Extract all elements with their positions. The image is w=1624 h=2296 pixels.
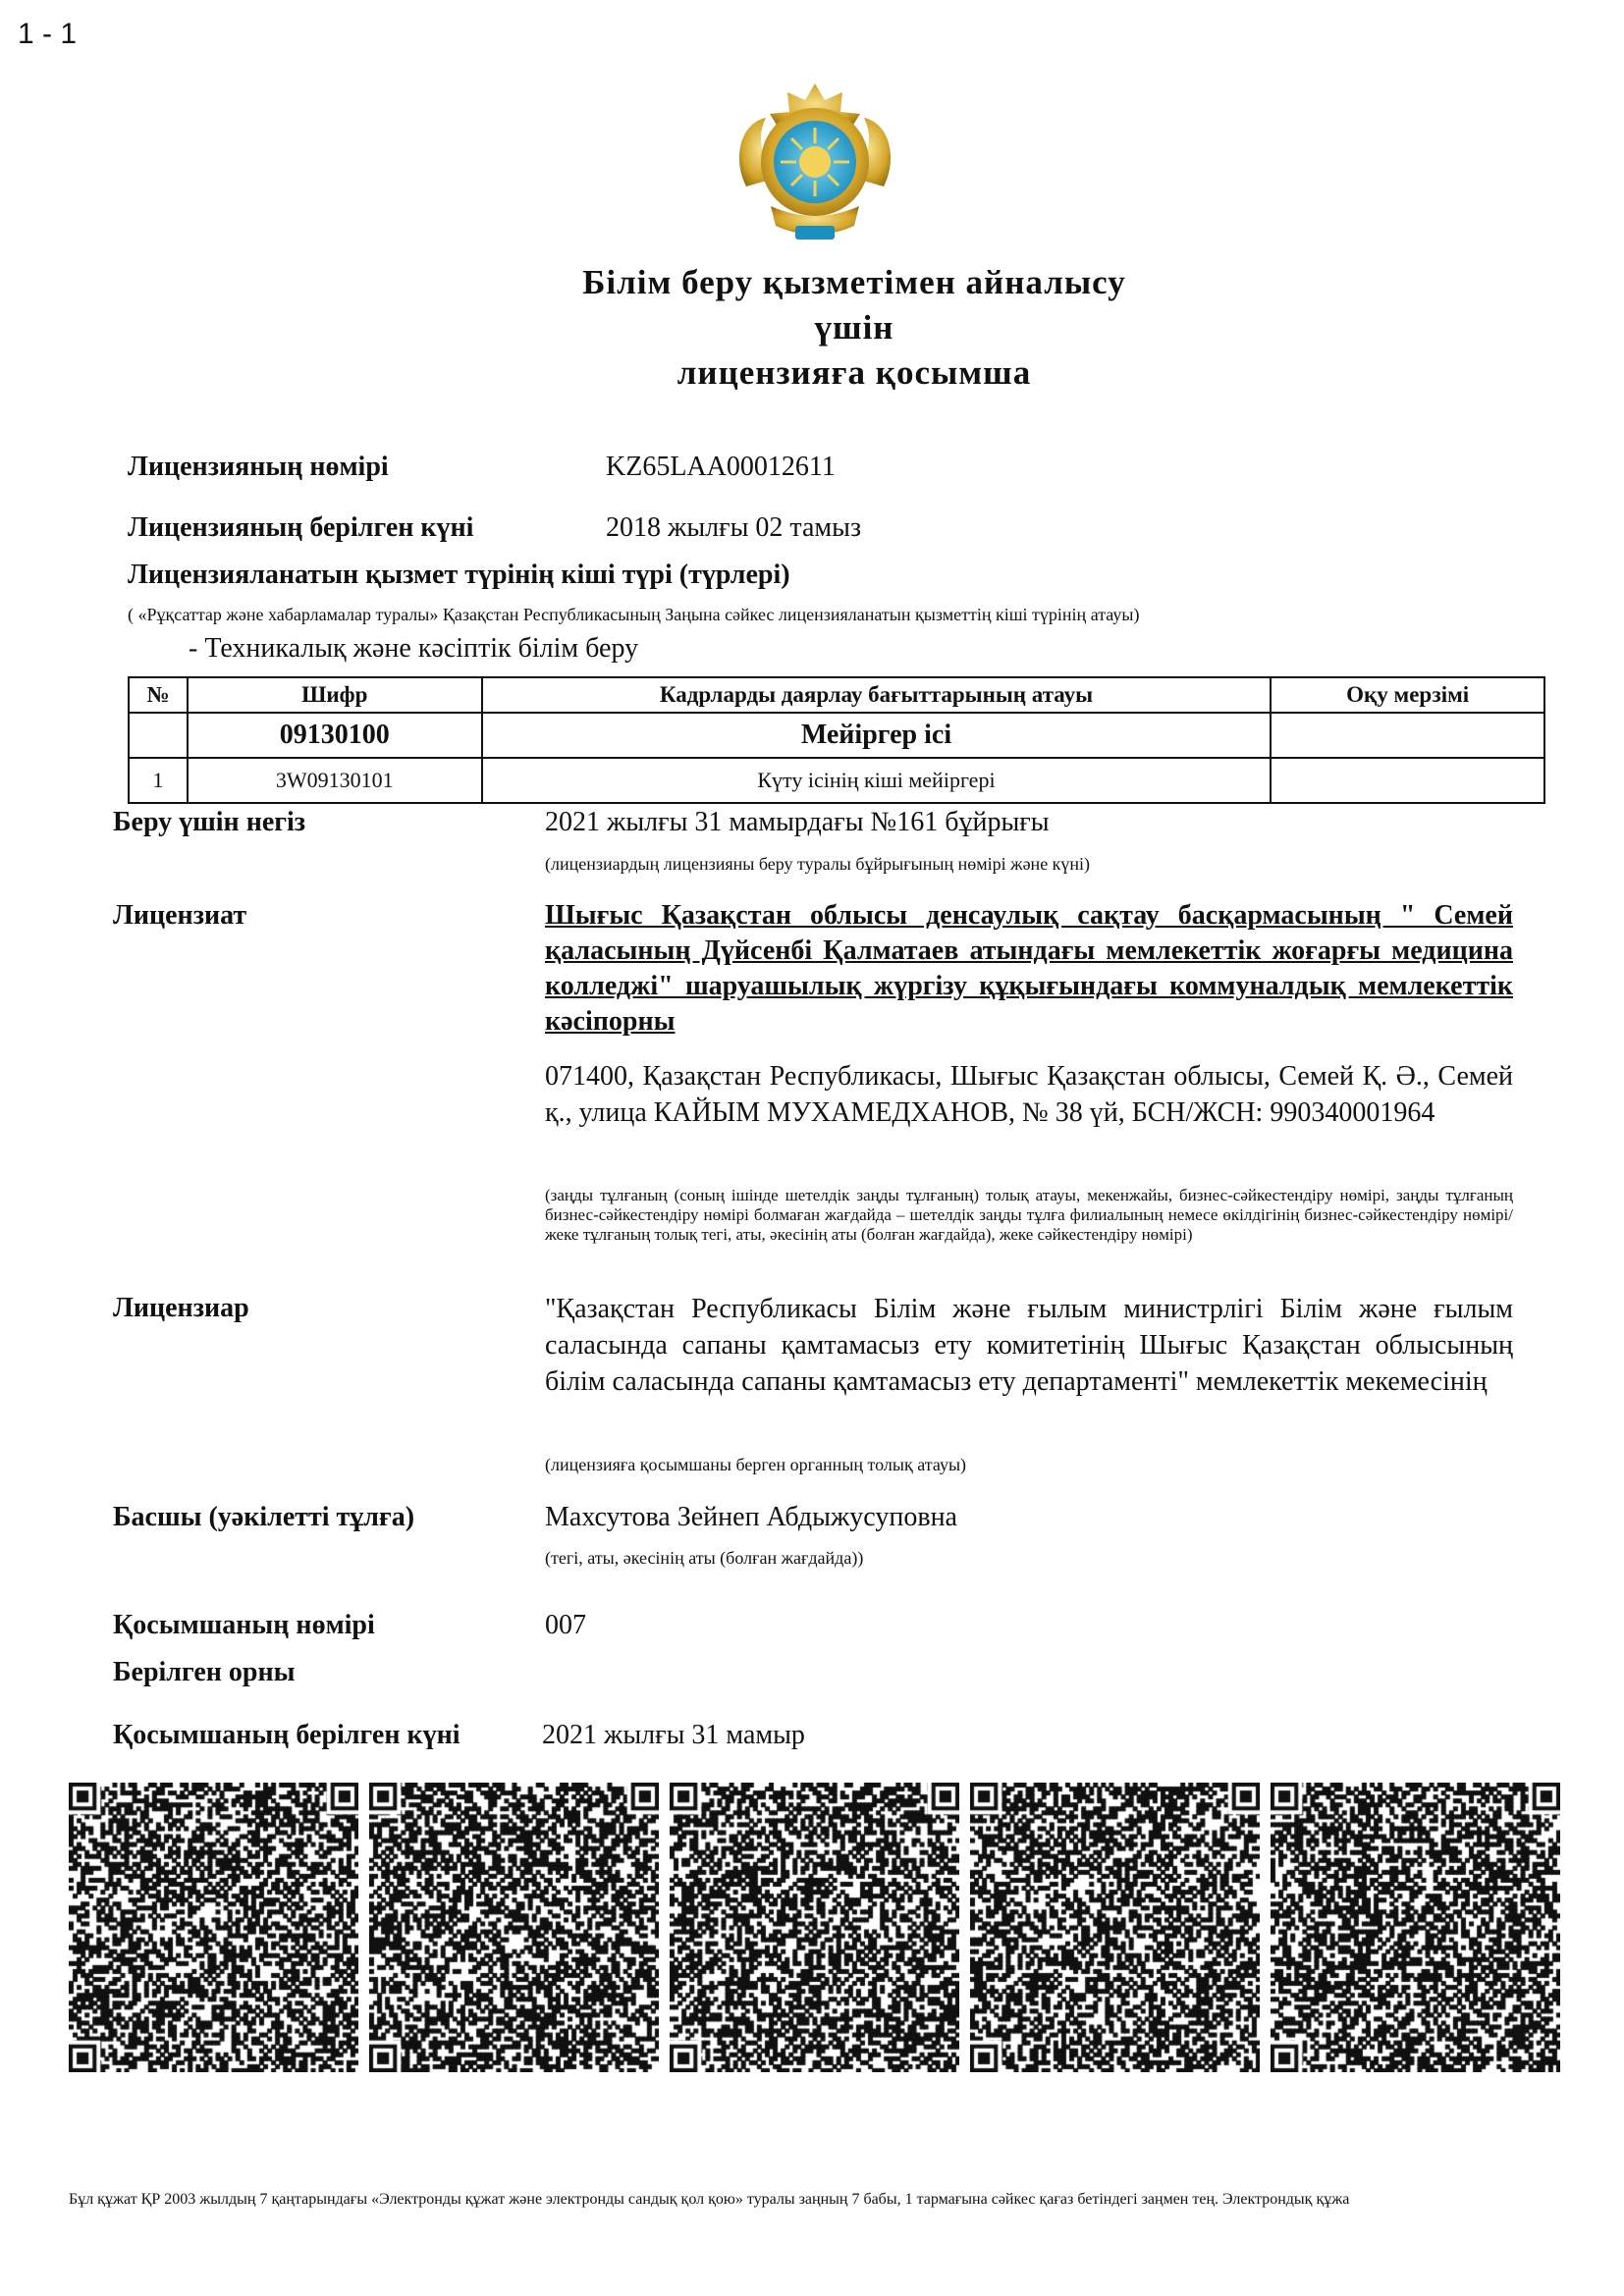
specialties-table xyxy=(128,676,1545,804)
qr-code-1 xyxy=(69,1783,358,2072)
qr-code-3 xyxy=(670,1783,959,2072)
title-line-1: Білім беру қызметімен айналысу xyxy=(582,263,1126,301)
state-emblem-icon xyxy=(727,79,903,250)
row-number: 1 xyxy=(129,758,188,803)
appendix-date-label: Қосымшаның берілген күні xyxy=(113,1720,460,1750)
appendix-number-value: 007 xyxy=(545,1610,586,1640)
group-name: Мейіргер ісі xyxy=(482,713,1272,758)
header-term: Оқу мерзімі xyxy=(1271,677,1544,713)
table-header-row xyxy=(129,677,1544,713)
table-group-row xyxy=(129,713,1544,758)
header-number: № xyxy=(129,677,188,713)
qr-code-2 xyxy=(369,1783,659,2072)
license-number-label: Лицензияның нөмірі xyxy=(128,452,389,482)
licensor-value: "Қазақстан Республикасы Білім және ғылым министрлігі Білім және ғылым саласында сапаны қамтамасыз ету комитетінің Шығыс Қазақстан облысының білім саласында сапаны қамтамасыз ету департаменті" мемлекеттік мекемесінің xyxy=(545,1294,1513,1397)
appendix-date-value: 2021 жылғы 31 мамыр xyxy=(542,1720,805,1750)
group-code: 09130100 xyxy=(188,713,482,758)
head-note: (тегі, аты, әкесінің аты (болған жағдайда)) xyxy=(545,1548,864,1568)
license-number-value: KZ65LAA00012611 xyxy=(606,452,836,482)
license-date-value: 2018 жылғы 02 тамыз xyxy=(606,512,862,543)
licensor-note: (лицензияға қосымшаны берген органның толық атауы) xyxy=(545,1455,967,1474)
qr-code-5 xyxy=(1271,1783,1560,2072)
row-name: Күту ісінің кіші мейіргері xyxy=(482,758,1272,803)
footer-legal-note: Бұл құжат ҚР 2003 жылдың 7 қаңтарындағы «Электронды құжат және электронды сандық қол қою» туралы заңның 7 бабы, 1 тармағына сәйкес қағаз бетіндегі заңмен тең. Электрондық құжа xyxy=(69,2191,1350,2208)
basis-value: 2021 жылғы 31 мамырдағы №161 бұйрығы xyxy=(545,807,1050,837)
licensor-label: Лицензиар xyxy=(113,1293,249,1323)
basis-note: (лицензиардың лицензияны беру туралы бұйрығының нөмірі және күні) xyxy=(545,854,1091,874)
title-line-3: лицензияға қосымша xyxy=(677,353,1032,392)
licensee-label: Лицензиат xyxy=(113,900,247,931)
head-value: Махсутова Зейнеп Абдыжусуповна xyxy=(545,1502,957,1532)
activity-subtype-value: - Техникалық және кәсіптік білім беру xyxy=(189,633,639,664)
head-label: Басшы (уәкілетті тұлға) xyxy=(113,1502,415,1532)
qr-code-4 xyxy=(970,1783,1260,2072)
row-term xyxy=(1271,758,1544,803)
header-name: Кадрларды даярлау бағыттарының атауы xyxy=(482,677,1272,713)
page-number: 1 - 1 xyxy=(18,18,78,50)
licensee-name: Шығыс Қазақстан облысы денсаулық сақтау басқармасының " Семей қаласының Дүйсенбі Қалматаев атындағы мемлекеттік жоғарғы медицина колледжі" шаруашылық жүргізу құқығындағы коммуналдық мемлекеттік кәсіпорны xyxy=(545,900,1513,1037)
table-row xyxy=(129,758,1544,803)
title-line-2: үшін xyxy=(814,308,894,347)
row-code: 3W09130101 xyxy=(188,758,482,803)
licensee-address: 071400, Қазақстан Республикасы, Шығыс Қазақстан облысы, Семей Қ. Ә., Семей қ., улица КАЙЫМ МУХАМЕДХАНОВ, № 38 үй, БСН/ЖСН: 990340001964 xyxy=(545,1061,1513,1128)
header-code: Шифр xyxy=(188,677,482,713)
basis-label: Беру үшін негіз xyxy=(113,807,305,837)
licensee-note: (заңды тұлғаның (соның ішінде шетелдік заңды тұлғаның) толық атауы, мекенжайы, бизнес-сәйкестендіру нөмірі, заңды тұлғаның бизнес-сәйкестендіру нөмірі болмаған жағдайда – шетелдік заңды тұлға филиалының немесе өкілдігінің бизнес-сәйкестендіру нөмірі/жеке тұлғаның толық тегі, аты, әкесінің аты (болған жағдайда), жеке сәйкестендіру нөмірі) xyxy=(545,1186,1513,1244)
license-date-label: Лицензияның берілген күні xyxy=(128,512,474,543)
activity-subtype-note: ( «Рұқсаттар және хабарламалар туралы» Қазақстан Республикасының Заңына сәйкес лицензияланатын қызметтің кіші түрінің атауы) xyxy=(128,605,1140,624)
activity-subtype-label: Лицензияланатын қызмет түрінің кіші түрі (түрлері) xyxy=(128,560,790,590)
appendix-number-label: Қосымшаның нөмірі xyxy=(113,1610,375,1640)
issue-place-label: Берілген орны xyxy=(113,1657,296,1687)
